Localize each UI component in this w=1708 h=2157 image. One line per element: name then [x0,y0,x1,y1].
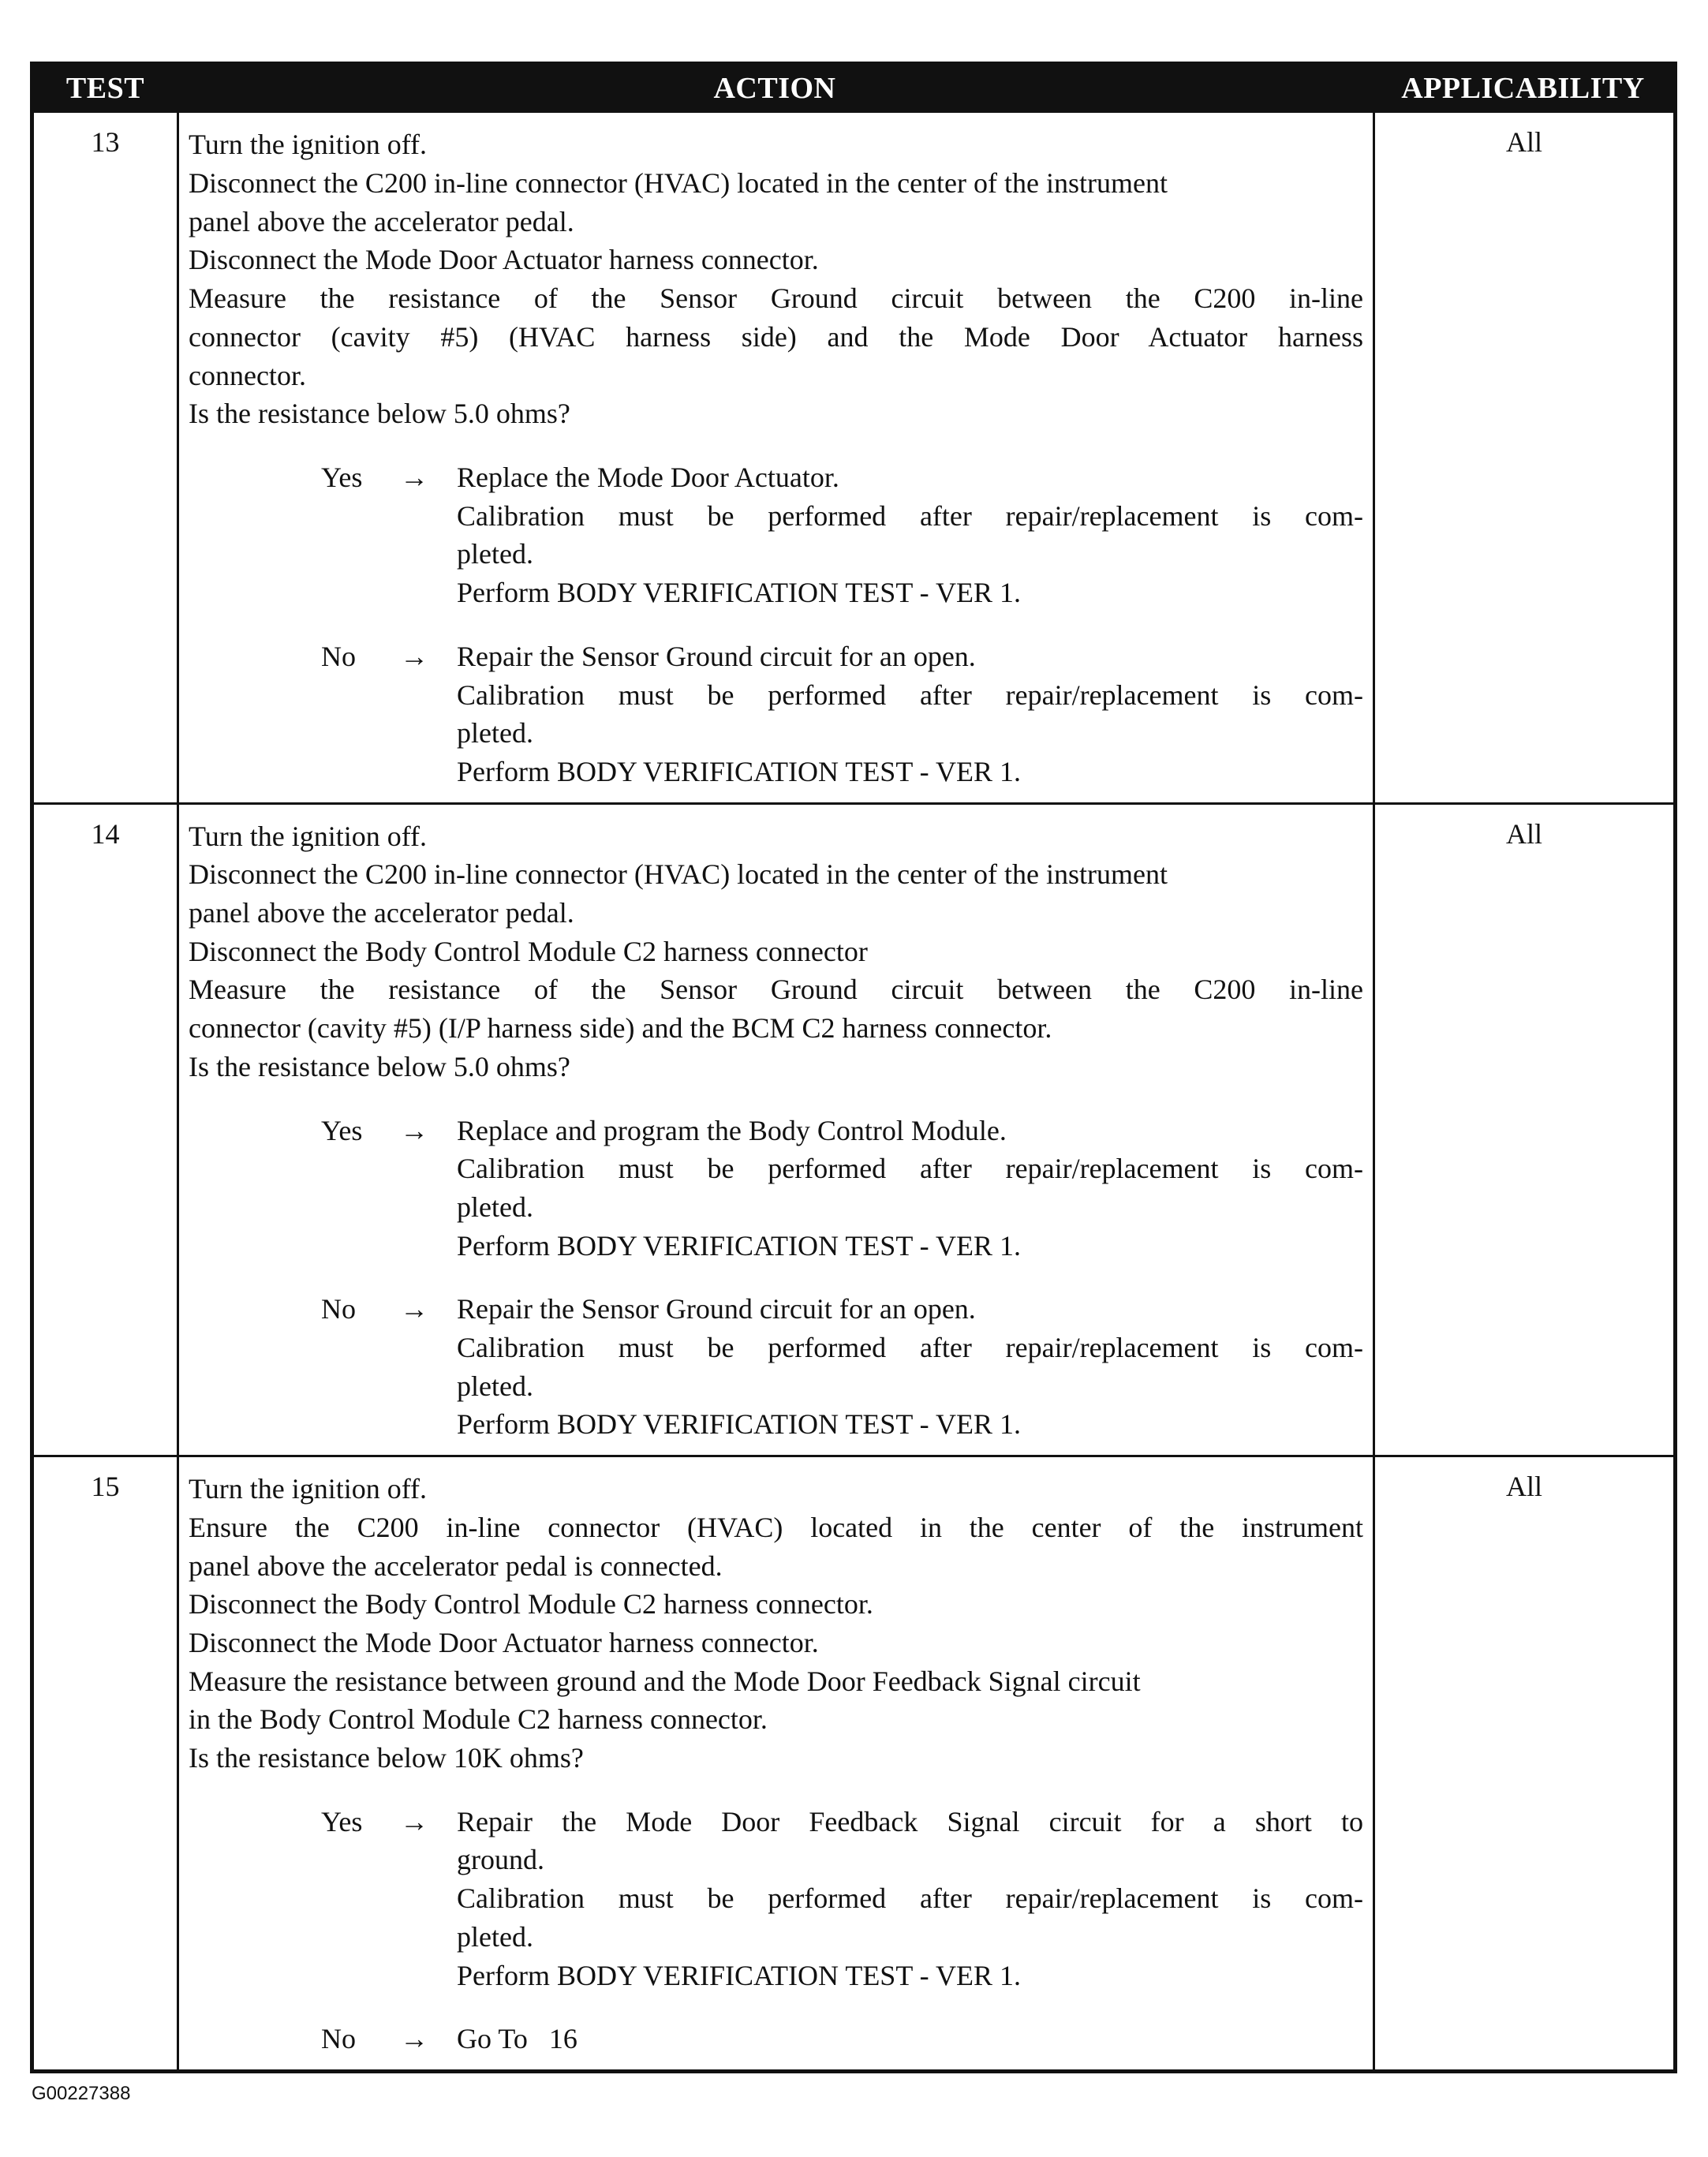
result-line: Repair the Mode Door Feedback Signal circuit for a short to [457,1805,1363,1837]
action-line: Turn the ignition off. [189,820,428,852]
no-label: No [321,2023,356,2055]
action-line: Measure the resistance of the Sensor Ground circuit between the C200 in-line [189,974,1363,1006]
arrow-right-icon: → [400,2023,428,2055]
result-line: Perform BODY VERIFICATION TEST - VER 1. [457,577,1022,609]
yes-result [457,458,1363,612]
no-result [457,1290,1363,1444]
result-line: Perform BODY VERIFICATION TEST - VER 1. [457,755,1022,787]
yes-branch [189,1803,1363,1995]
header-test: TEST [65,71,145,105]
action-line: Turn the ignition off. [189,1473,428,1505]
test-number: 13 [34,113,179,802]
action-line: panel above the accelerator pedal is connected. [189,1550,723,1582]
result-line: Repair the Sensor Ground circuit for an open. [457,1293,976,1325]
arrow-right-icon: → [400,1114,428,1146]
action-line: Disconnect the C200 in-line connector (HVAC) located in the center of the instrument [189,858,1168,891]
action-line: Measure the resistance of the Sensor Ground circuit between the C200 in-line [189,282,1363,315]
result-line: Calibration must be performed after repair/replacement is com- [457,1332,1363,1364]
arrow-right-icon: → [400,640,428,672]
action-cell [179,805,1375,1456]
result-line: pleted. [457,1191,533,1223]
result-line: Replace and program the Body Control Module. [457,1114,1007,1146]
action-line: connector (cavity #5) (I/P harness side) and the BCM C2 harness connector. [189,1012,1052,1045]
action-line: Turn the ignition off. [189,129,428,161]
no-branch [189,637,1363,791]
yes-label: Yes [321,1805,363,1837]
test-number: 15 [34,1457,179,2069]
result-line: Replace the Mode Door Actuator. [457,461,839,493]
applicability-cell: All [1505,1471,1542,1503]
goto-line: Go To 16 [457,2023,577,2055]
result-line: pleted. [457,717,533,750]
no-branch [189,1290,1363,1444]
action-line: connector. [189,359,306,391]
arrow-right-icon: → [400,461,428,493]
action-line: panel above the accelerator pedal. [189,205,574,237]
no-result [457,637,1363,791]
result-line: pleted. [457,1920,533,1953]
result-line: Repair the Sensor Ground circuit for an open. [457,640,976,672]
yes-branch [189,458,1363,612]
yes-result [457,1112,1363,1265]
no-branch [189,2020,1363,2058]
action-line: Disconnect the Body Control Module C2 harness connector [189,935,868,967]
arrow-right-icon: → [400,1805,428,1837]
result-line: ground. [457,1844,544,1876]
action-line: in the Body Control Module C2 harness connector. [189,1703,768,1736]
action-line: panel above the accelerator pedal. [189,897,574,929]
result-line: Perform BODY VERIFICATION TEST - VER 1. [457,1959,1022,1991]
table-header [34,65,1673,110]
action-question: Is the resistance below 5.0 ohms? [189,1050,570,1082]
result-line: Calibration must be performed after repair/replacement is com- [457,679,1363,711]
test-number: 14 [34,805,179,1456]
action-line: Ensure the C200 in-line connector (HVAC) located in the center of the instrument [189,1511,1363,1543]
result-line: Calibration must be performed after repair/replacement is com- [457,1882,1363,1915]
action-line: Disconnect the C200 in-line connector (HVAC) located in the center of the instrument [189,167,1168,200]
test-row-13 [34,110,1673,802]
result-line: Calibration must be performed after repair/replacement is com- [457,1153,1363,1185]
header-action: ACTION [713,71,836,105]
test-row-14 [34,802,1673,1456]
action-line: Measure the resistance between ground and the Mode Door Feedback Signal circuit [189,1665,1141,1697]
action-cell [179,1457,1375,2069]
result-line: Perform BODY VERIFICATION TEST - VER 1. [457,1408,1022,1441]
action-line: Disconnect the Mode Door Actuator harness connector. [189,244,819,276]
yes-label: Yes [321,461,363,493]
no-result [457,2020,1363,2058]
yes-result [457,1803,1363,1995]
action-line: Disconnect the Mode Door Actuator harness connector. [189,1626,819,1658]
action-line: Disconnect the Body Control Module C2 harness connector. [189,1588,873,1621]
diagnostic-test-table [30,62,1677,2073]
yes-branch [189,1112,1363,1265]
applicability-cell: All [1505,126,1542,159]
result-line: Perform BODY VERIFICATION TEST - VER 1. [457,1229,1022,1262]
no-label: No [321,640,356,672]
result-line: pleted. [457,538,533,570]
action-question: Is the resistance below 10K ohms? [189,1742,584,1774]
yes-label: Yes [321,1114,363,1146]
action-question: Is the resistance below 5.0 ohms? [189,398,570,430]
arrow-right-icon: → [400,1293,428,1325]
figure-code: G00227388 [32,2083,131,2104]
test-row-15 [34,1455,1673,2069]
action-line: connector (cavity #5) (HVAC harness side) and the Mode Door Actuator harness [189,320,1363,353]
result-line: pleted. [457,1370,533,1402]
result-line: Calibration must be performed after repair/replacement is com- [457,499,1363,532]
applicability-cell: All [1505,817,1542,850]
action-cell [179,113,1375,802]
header-applicability: APPLICABILITY [1401,71,1645,105]
no-label: No [321,1293,356,1325]
